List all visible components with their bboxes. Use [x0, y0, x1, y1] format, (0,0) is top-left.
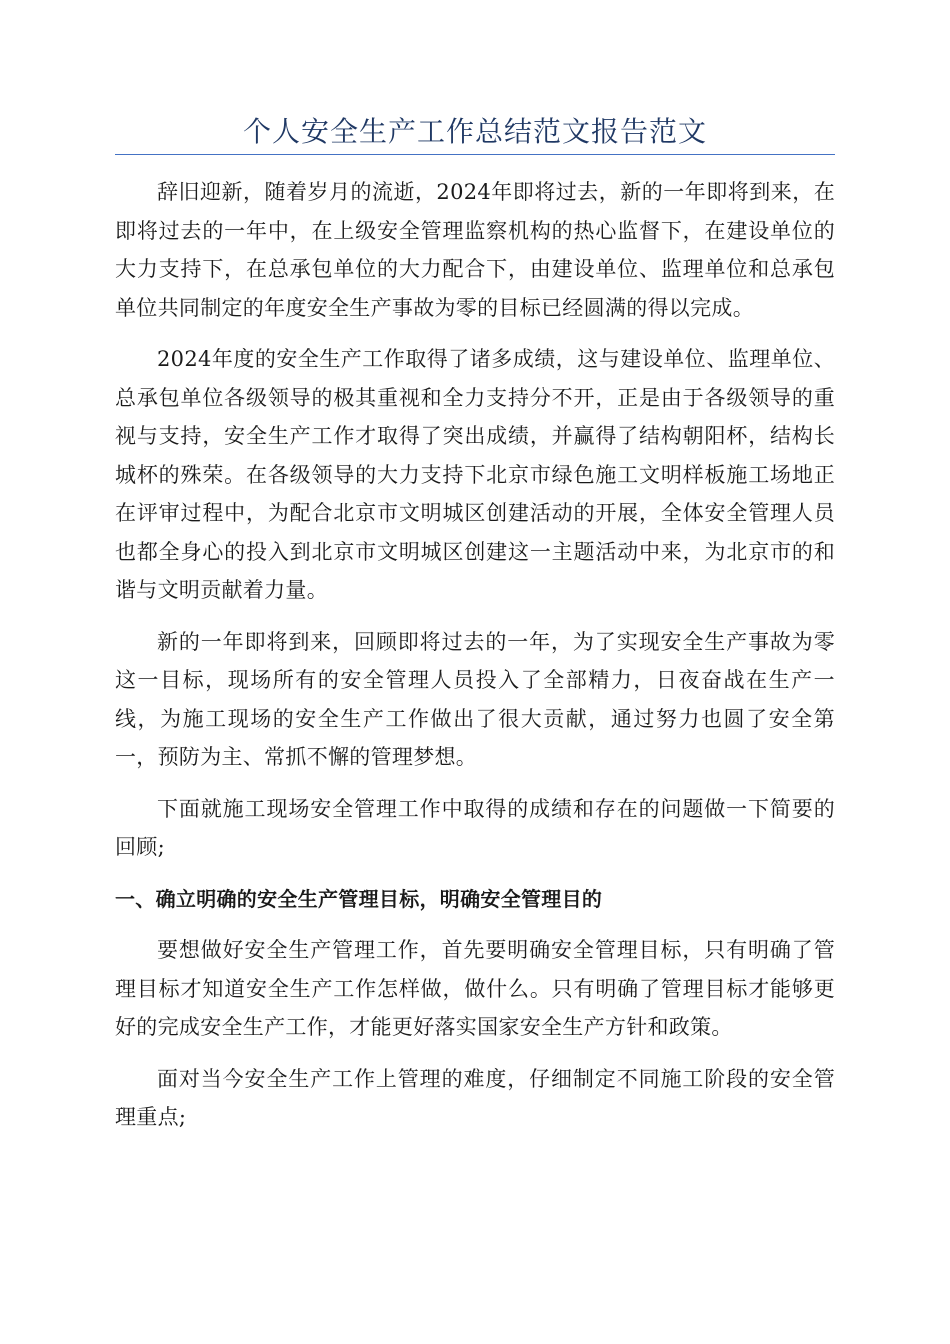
section-heading: 一、确立明确的安全生产管理目标，明确安全管理目的 — [115, 886, 603, 911]
document-body — [115, 173, 835, 1150]
paragraph-review: 新的一年即将到来，回顾即将过去的一年，为了实现安全生产事故为零这一目标，现场所有的安全管理人员投入了全部精力，日夜奋战在生产一线，为施工现场的安全生产工作做出了很大贡献，通过努力也圆了安全第一，预防为主、常抓不懈的管理梦想。 — [115, 629, 835, 769]
paragraph-intro: 辞旧迎新，随着岁月的流逝，2024年即将过去，新的一年即将到来，在即将过去的一年中，在上级安全管理监察机构的热心监督下，在建设单位的大力支持下，在总承包单位的大力配合下，由建设单位、监理单位和总承包单位共同制定的年度安全生产事故为零的目标已经圆满的得以完成。 — [115, 180, 835, 320]
paragraph-achievements: 2024年度的安全生产工作取得了诸多成绩，这与建设单位、监理单位、总承包单位各级领导的极其重视和全力支持分不开，正是由于各级领导的重视与支持，安全生产工作才取得了突出成绩，并赢得了结构朝阳杯，结构长城杯的殊荣。在各级领导的大力支持下北京市绿色施工文明样板施工场地正在评审过程中，为配合北京市文明城区创建活动的开展，全体安全管理人员也都全身心的投入到北京市文明城区创建这一主题活动中来，为北京市的和谐与文明贡献着力量。 — [115, 347, 835, 602]
document-title: 个人安全生产工作总结范文报告范文 — [242, 115, 707, 148]
paragraph-management-focus: 面对当今安全生产工作上管理的难度，仔细制定不同施工阶段的安全管理重点; — [115, 1066, 835, 1129]
paragraph-management-goal: 要想做好安全生产管理工作，首先要明确安全管理目标，只有明确了管理目标才知道安全生产工作怎样做，做什么。只有明确了管理目标才能够更好的完成安全生产工作，才能更好落实国家安全生产方针和政策。 — [115, 938, 835, 1039]
paragraph-summary-intro: 下面就施工现场安全管理工作中取得的成绩和存在的问题做一下简要的回顾; — [115, 796, 835, 859]
title-underline-divider — [115, 154, 835, 155]
